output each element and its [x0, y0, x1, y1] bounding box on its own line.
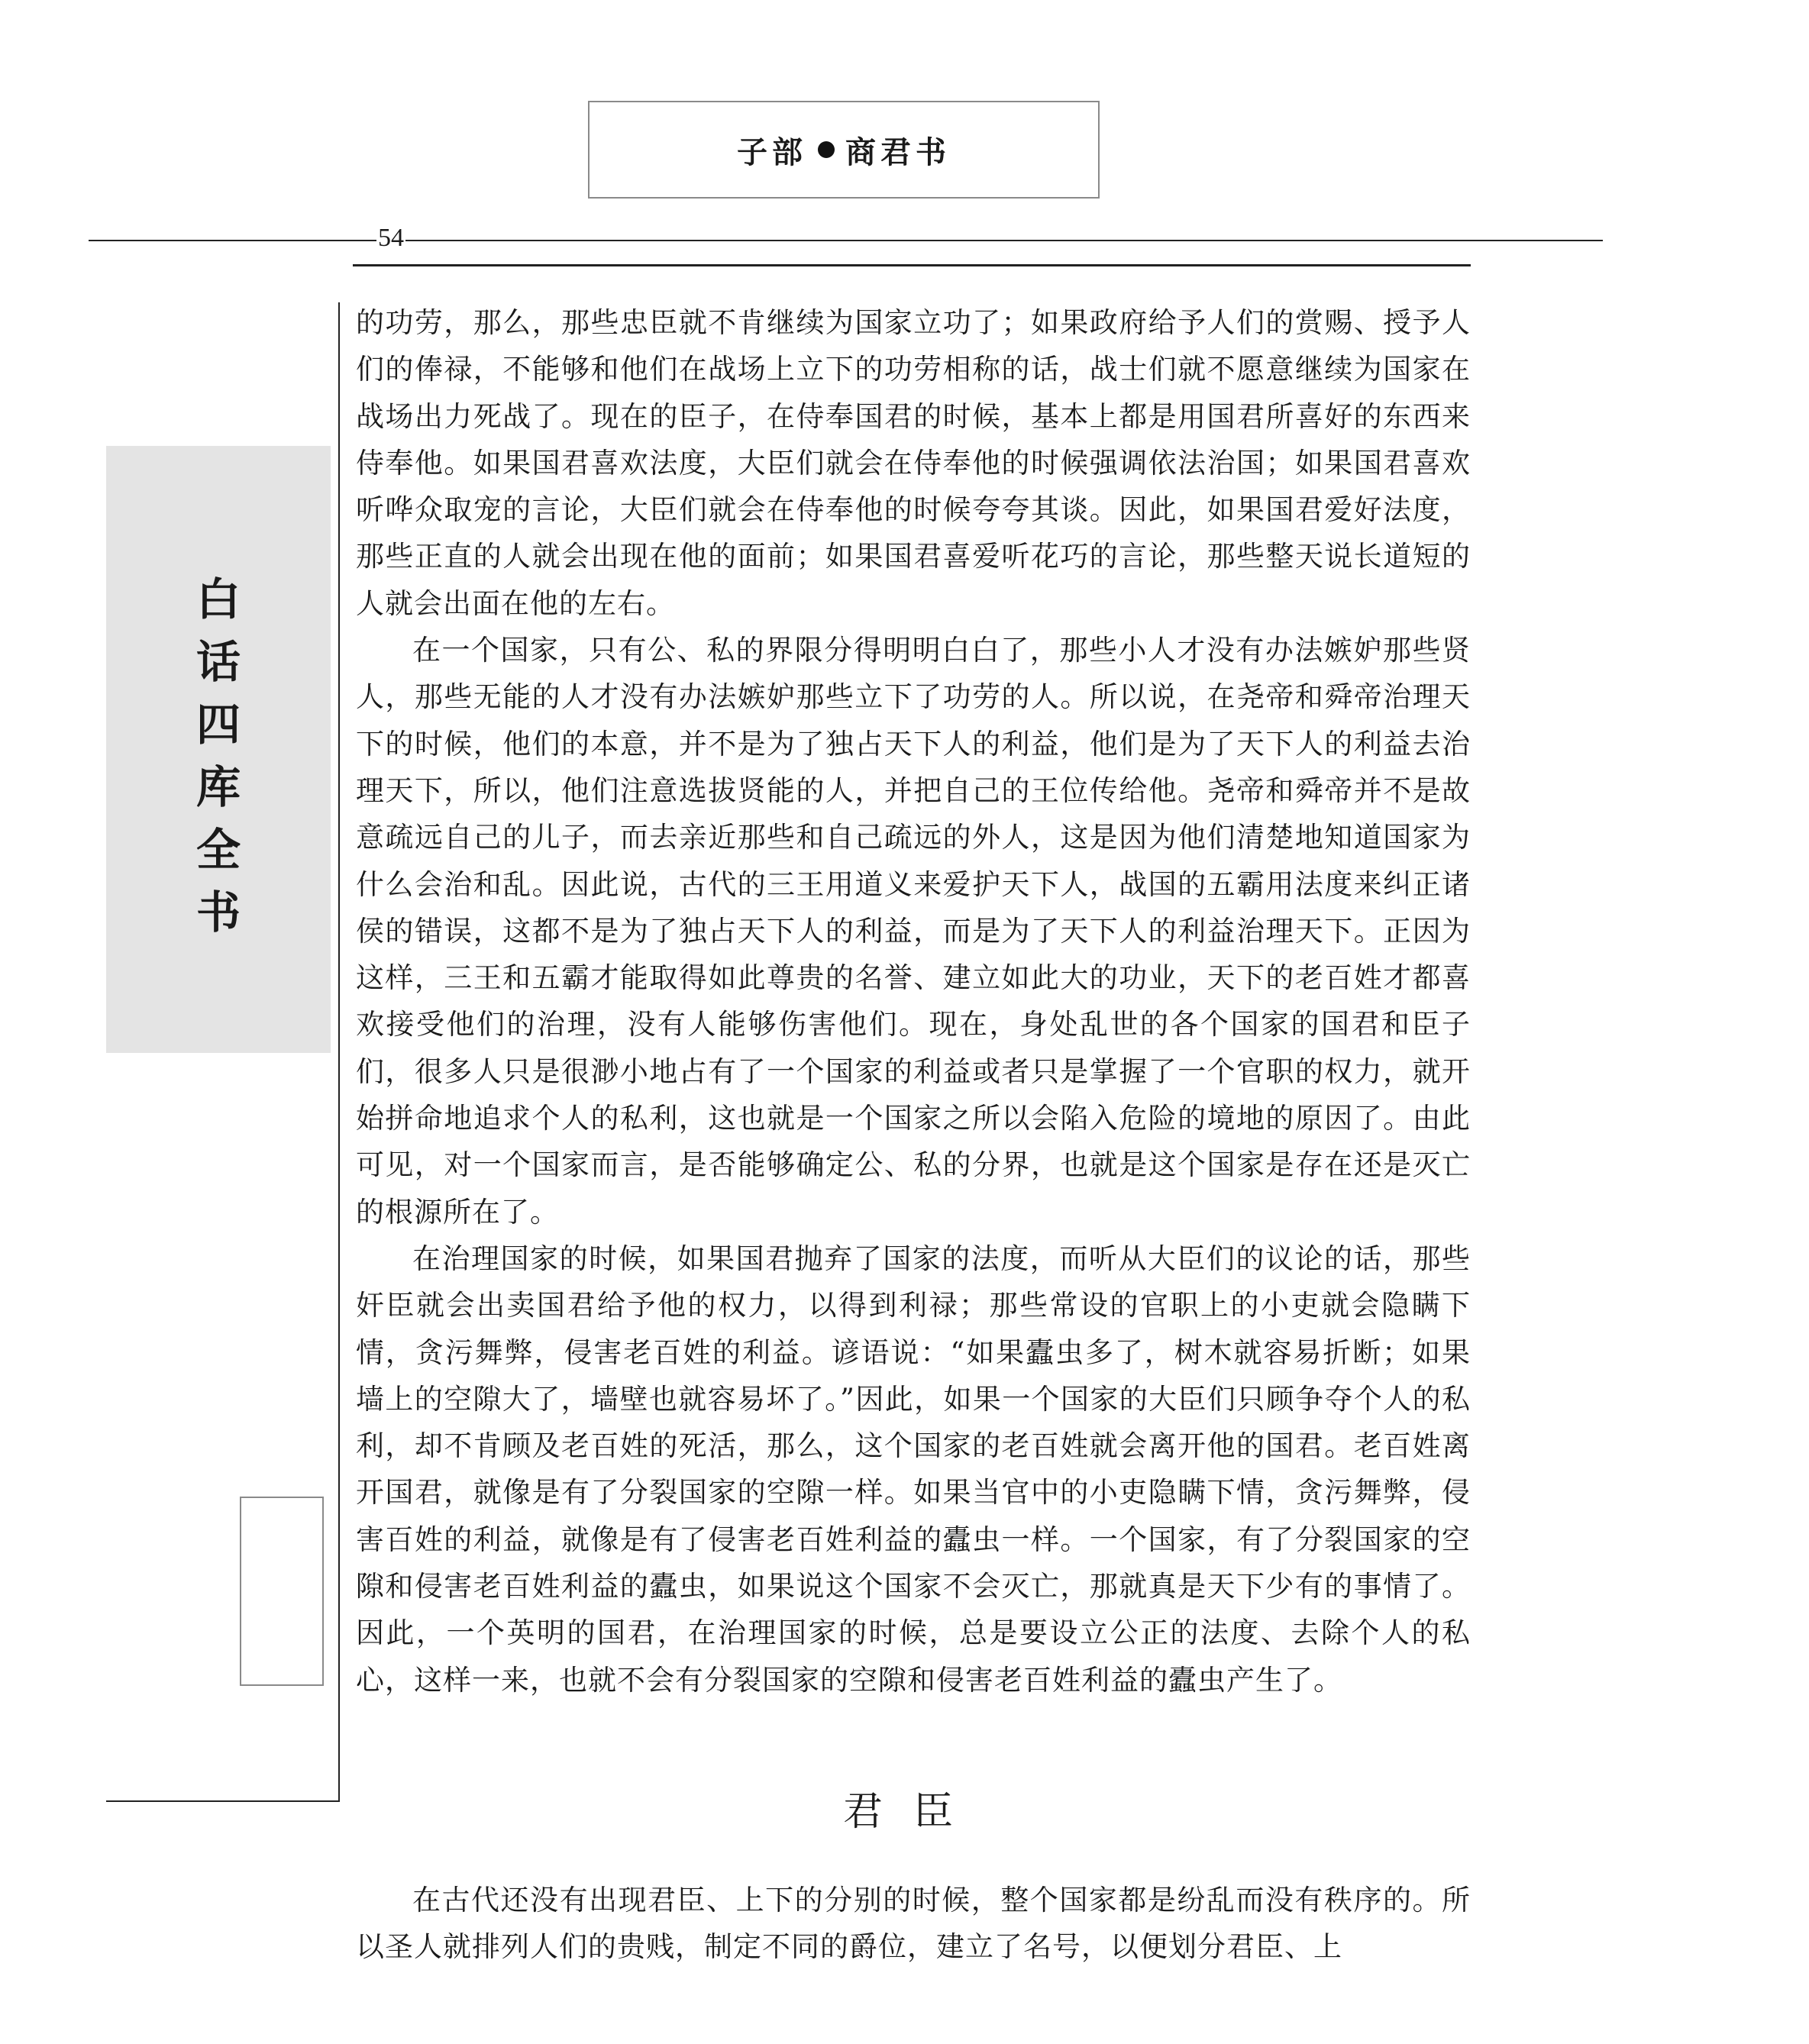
section-heading: 君臣: [842, 1789, 984, 1835]
paragraph: 在治理国家的时候，如果国君抛弃了国家的法度，而听从大臣们的议论的话，那些奸臣就会出卖国君给予他的权力，以得到利禄；那些常设的官职上的小吏就会隐瞒下情，贪污舞弊，侵害老百姓的利益。谚语说：“如果蠹虫多了，树木就容易折断；如果墙上的空隙大了，墙壁也就容易坏了。”因此，如果一个国家的大臣们只顾争夺个人的私利，却不肯顾及老百姓的死活，那么，这个国家的老百姓就会离开他的国君。老百姓离开国君，就像是有了分裂国家的空隙一样。如果当官中的小吏隐瞒下情，贪污舞弊，侵害百姓的利益，就像是有了侵害老百姓利益的蠹虫一样。一个国家，有了分裂国家的空隙和侵害老百姓利益的蠹虫，如果说这个国家不会灭亡，那就真是天下少有的事情了。因此，一个英明的国君，在治理国家的时候，总是要设立公正的法度、去除个人的私心，这样一来，也就不会有分裂国家的空隙和侵害老百姓利益的蠹虫产生了。: [356, 1242, 1471, 1697]
side-panel: [106, 446, 331, 1053]
running-header-title: [737, 128, 951, 172]
page-number: 54: [378, 224, 404, 252]
paragraph: 在古代还没有出现君臣、上下的分别的时候，整个国家都是纷乱而没有秩序的。所以圣人就排列人们的贵贱，制定不同的爵位，建立了名号，以便划分君臣、上: [356, 1884, 1471, 1964]
paragraph: 的功劳，那么，那些忠臣就不肯继续为国家立功了；如果政府给予人们的赏赐、授予人们的俸禄，不能够和他们在战场上立下的功劳相称的话，战士们就不愿意继续为国家在战场出力死战了。现在的臣子，在侍奉国君的时候，基本上都是用国君所喜好的东西来侍奉他。如果国君喜欢法度，大臣们就会在侍奉他的时候强调依法治国；如果国君喜欢听哗众取宠的言论，大臣们就会在侍奉他的时候夸夸其谈。因此，如果国君爱好法度，那些正直的人就会出现在他的面前；如果国君喜爱听花巧的言论，那些整天说长道短的人就会出面在他的左右。: [356, 306, 1471, 620]
text-top-rule: [353, 264, 1471, 266]
side-title-char: 全: [195, 824, 241, 876]
section-body: [356, 1877, 1471, 1971]
margin-bottom-rule: [106, 1800, 339, 1802]
side-title-char: 白: [195, 573, 241, 625]
side-series-title: [106, 568, 331, 944]
side-title-char: 库: [195, 761, 241, 813]
side-title-char: 四: [195, 699, 241, 751]
header-rule: [89, 240, 1603, 241]
side-title-char: 话: [195, 636, 241, 688]
body-text: [356, 299, 1471, 1703]
running-header-box: [588, 101, 1100, 199]
header-book: 商君书: [845, 134, 951, 170]
margin-tab-box: [240, 1497, 324, 1686]
side-title-char: 书: [195, 886, 241, 938]
bullet-dot-icon: [818, 141, 835, 158]
margin-divider: [338, 302, 340, 1802]
paragraph: 在一个国家，只有公、私的界限分得明明白白了，那些小人才没有办法嫉妒那些贤人，那些无能的人才没有办法嫉妒那些立下了功劳的人。所以说，在尧帝和舜帝治理天下的时候，他们的本意，并不是为了独占天下人的利益，他们是为了天下人的利益去治理天下，所以，他们注意选拔贤能的人，并把自己的王位传给他。尧帝和舜帝并不是故意疏远自己的儿子，而去亲近那些和自己疏远的外人，这是因为他们清楚地知道国家为什么会治和乱。因此说，古代的三王用道义来爱护天下人，战国的五霸用法度来纠正诸侯的错误，这都不是为了独占天下人的利益，而是为了天下人的利益治理天下。正因为这样，三王和五霸才能取得如此尊贵的名誉、建立如此大的功业，天下的老百姓才都喜欢接受他们的治理，没有人能够伤害他们。现在，身处乱世的各个国家的国君和臣子们，很多人只是很渺小地占有了一个国家的利益或者只是掌握了一个官职的权力，就开始拼命地追求个人的私利，这也就是一个国家之所以会陷入危险的境地的原因了。由此可见，对一个国家而言，是否能够确定公、私的分界，也就是这个国家是存在还是灭亡的根源所在了。: [356, 634, 1471, 1229]
header-series: 子部: [737, 134, 807, 170]
